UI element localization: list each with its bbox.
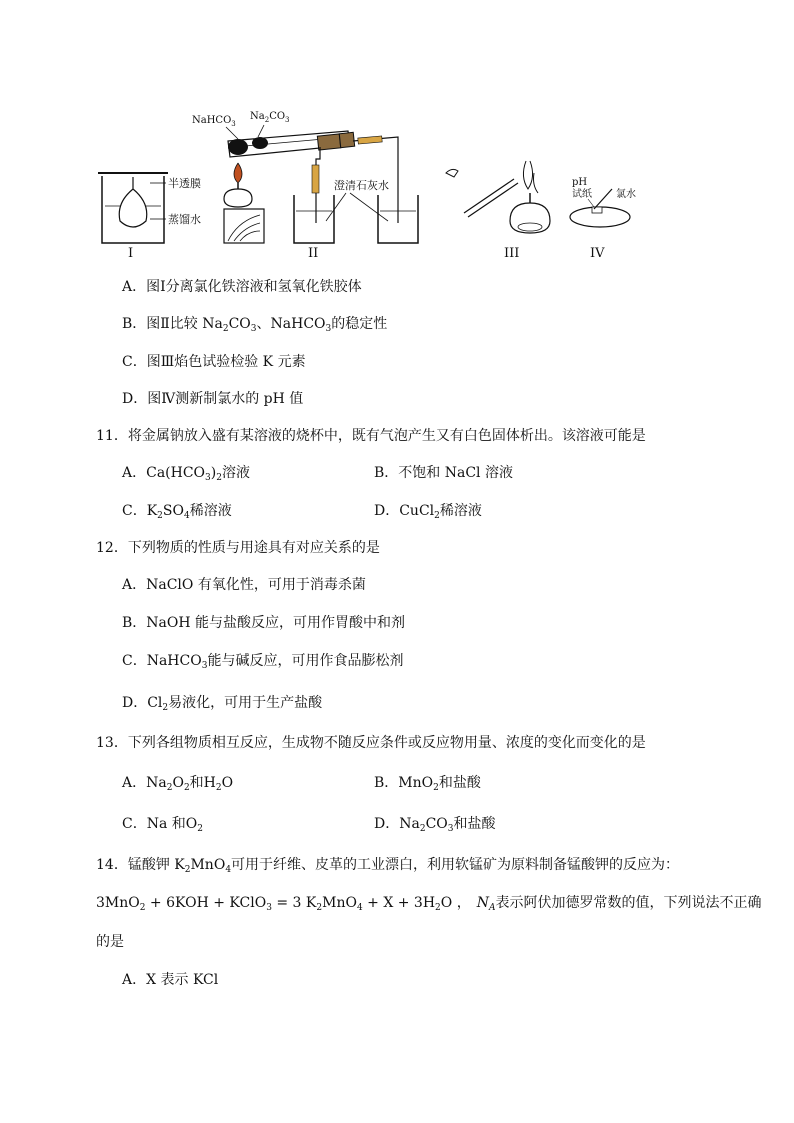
q13-option-a: A．$Na_2O_2$和$H_2O$ [122, 775, 234, 793]
q10-option-a: A．图Ⅰ分离氯化铁溶液和氢氧化铁胶体 [122, 279, 362, 295]
apparatus-drawing [88, 103, 668, 263]
test-paper-label: 试纸 [572, 189, 592, 200]
q12-option-c: C．NaHCO$_3$能与碱反应，可用作食品膨松剂 [122, 653, 404, 671]
nahco3-label: NaHCO$_3$ [192, 115, 236, 128]
figure-1-dialysis [98, 173, 201, 261]
q14-stem: 14．锰酸钾 $K_2MnO_4$可用于纤维、皮革的工业漂白，利用软锰矿为原料制备锰酸钾的反应为： [96, 857, 680, 875]
q12-option-d: D．$Cl_2$易液化，可用于生产盐酸 [122, 695, 323, 713]
figure-3-numeral: III [504, 246, 520, 261]
q13-stem: 13．下列各组物质相互反应，生成物不随反应条件或反应物用量、浓度的变化而变化的是 [96, 735, 646, 751]
limewater-label: 澄清石灰水 [334, 179, 389, 192]
apparatus-figure [88, 103, 668, 263]
q14-equation-line: 3MnO$_2$ + 6KOH + KClO$_3$ = 3 $K_2MnO_4 + X + 3H_2O$ ， $N_A$表示阿伏加德罗常数的值，下列说法不正确 [96, 895, 762, 913]
figure-1-numeral: I [128, 246, 134, 261]
q13-option-c: C．Na 和$O_2$ [122, 816, 203, 834]
distilled-water-label: 蒸馏水 [168, 213, 201, 226]
q14-option-a: A．X 表示 KCl [122, 972, 219, 988]
q14-stem-line3: 的是 [96, 934, 124, 950]
na2co3-label: $Na_2CO_3$ [250, 111, 290, 124]
q11-option-a: A．$Ca(HCO_3)_2$溶液 [122, 465, 250, 483]
figure-2-numeral: II [308, 246, 319, 261]
q13-option-b: B．MnO$_2$和盐酸 [374, 775, 481, 793]
q10-option-d: D．图Ⅳ测新制氯水的 pH 值 [122, 391, 304, 407]
q12-stem: 12．下列物质的性质与用途具有对应关系的是 [96, 540, 380, 556]
q13-option-d: D．$Na_2CO_3$和盐酸 [374, 816, 496, 834]
ph-label: pH [572, 177, 588, 188]
q12-option-b: B．NaOH 能与盐酸反应，可用作胃酸中和剂 [122, 615, 406, 631]
q10-option-c: C．图Ⅲ焰色试验检验 K 元素 [122, 354, 306, 370]
q11-stem: 11．将金属钠放入盛有某溶液的烧杯中，既有气泡产生又有白色固体析出。该溶液可能是 [96, 428, 646, 444]
figure-3-flame-test [446, 161, 550, 261]
figure-4-ph-test [570, 177, 636, 261]
q12-option-a: A．NaClO 有氧化性，可用于消毒杀菌 [122, 577, 366, 593]
figure-2-thermal-stability [192, 111, 418, 261]
q11-option-d: D．CuCl$_2$稀溶液 [374, 503, 482, 521]
chlorine-water-label: 氯水 [616, 189, 636, 200]
q11-option-b: B．不饱和 NaCl 溶液 [374, 465, 513, 481]
q10-option-b: B．图Ⅱ比较 $Na_2CO_3$、NaHCO$_3$的稳定性 [122, 316, 388, 334]
semipermeable-label: 半透膜 [168, 177, 201, 190]
figure-4-numeral: IV [590, 246, 605, 261]
q11-option-c: C．$K_2SO_4$稀溶液 [122, 503, 232, 521]
